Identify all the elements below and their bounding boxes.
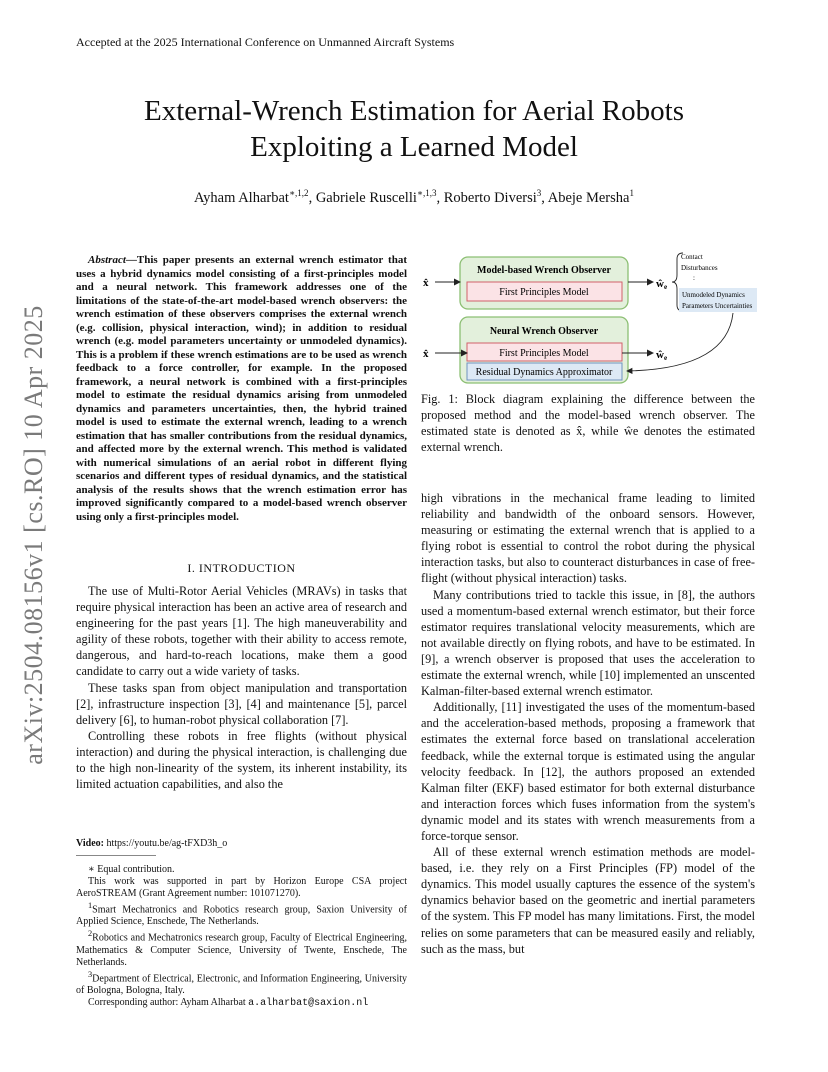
paragraph: All of these external wrench estimation methods are model-based, i.e. they rely on a First Principles (FP) model of the dynamics. This model usually captures the essence of the system's dynamics behavior based on the geometric and inertial parameters of the system. This FP model has many limitations. First, the model relies on some parameters that can be measured easily and reliably, such as the mass, but <box>421 845 755 956</box>
title-line-1: External-Wrench Estimation for Aerial Robots <box>143 95 684 127</box>
video-label: Video: <box>76 838 104 849</box>
fp-model-label-top: First Principles Model <box>499 287 589 298</box>
abstract <box>76 254 407 524</box>
paragraph: The use of Multi-Rotor Aerial Vehicles (MRAVs) in tasks that require physical interaction has been an active area of research and engineering for the past years [1]. The high maneuverability and agility of these robots, together with their ability to access remote, dangerous, and hard-to-reach locations, make them a good candidate to carry out a wide variety of tasks. <box>76 584 407 679</box>
footnote-funding: This work was supported in part by Horizon Europe CSA project AeroSTREAM (Grant Agreement number: 101071270). <box>76 876 407 899</box>
brace-label-disturbances: Disturbances <box>681 264 718 272</box>
block-diagram <box>415 247 760 387</box>
output-wrench-label-bottom: ŵe <box>656 349 668 362</box>
section-heading-introduction: I. INTRODUCTION <box>187 561 296 575</box>
model-based-observer-title: Model-based Wrench Observer <box>477 265 611 276</box>
author-affiliation: ∗,1,3 <box>416 188 437 198</box>
figure-caption: Fig. 1: Block diagram explaining the difference between the proposed method and the model-based wrench observer. The estimated state is denoted as x̂, while ŵe denotes the estimated external wrench. <box>421 392 755 454</box>
author-affiliation: 3 <box>536 188 542 198</box>
conference-header: Accepted at the 2025 International Conference on Unmanned Aircraft Systems <box>76 35 455 49</box>
fp-model-label-bottom: First Principles Model <box>499 348 589 359</box>
video-link-line <box>76 838 227 849</box>
output-wrench-label-top: ŵe <box>656 278 668 291</box>
introduction-text <box>76 583 407 792</box>
author-name: Roberto Diversi <box>443 189 537 206</box>
neural-observer-title: Neural Wrench Observer <box>489 326 599 337</box>
author-name: Abeje Mersha <box>547 189 630 206</box>
footnote-corresponding: Corresponding author: Ayham Alharbat a.alharbat@saxion.nl <box>88 996 369 1009</box>
author-name: Ayham Alharbat <box>194 189 289 206</box>
input-state-label-top: x̂ <box>423 277 429 289</box>
footnote-affiliation-3: $^3$Department of Electrical, Electronic, and Information Engineering, University of Bologna, Bologna, Italy. <box>76 969 407 996</box>
arxiv-sidebar-stamp <box>14 300 54 770</box>
input-state-label-bottom: x̂ <box>423 348 429 360</box>
paragraph: high vibrations in the mechanical frame leading to limited reliability and bandwidth of the onboard sensors. However, measuring or estimating the external wrench that is applied to a flying robot is essential to control the robot during the physical interaction tasks, but also to counteract disturbances in case of free-flight (without physical interaction) tasks. <box>421 491 755 586</box>
brace-label-dots: : <box>693 274 695 282</box>
author-list: Ayham Alharbat$^{∗,1,2}$, Gabriele Ruscelli$^{∗,1,3}$, Roberto Diversi$^3$, Abeje Mersha$^1$ <box>194 188 634 206</box>
right-column-text <box>421 490 755 957</box>
footnotes <box>76 864 407 1010</box>
abstract-label: Abstract <box>88 254 126 266</box>
paper-title <box>0 93 828 165</box>
brace-label-contact: Contact <box>681 253 703 261</box>
author-affiliation: 1 <box>629 188 634 198</box>
residual-approximator-label: Residual Dynamics Approximator <box>475 367 613 378</box>
residual-feedback-arrow <box>627 313 733 371</box>
paragraph: Controlling these robots in free flights (without physical interaction) and during the physical interaction, is challenging due to the high non-linearity of the system, its inherent instability, its limited actuation capabilities, and also the <box>76 728 407 792</box>
abstract-text: —This paper presents an external wrench estimator that uses a hybrid dynamics model consisting of a first-principles model and a neural network. This framework addresses one of the limitations of the state-of-the-art model-based wrench observers: the wrench estimation of these observers comprises the external wrench (e.g. collision, physical interaction, wind); in addition to residual wrench (e.g. model parameters uncertainty or unmodeled dynamics). This is a problem if these wrench estimations are to be used as wrench feedback to a force controller, for example. In the proposed framework, a neural network is combined with a first-principles model to estimate the residual dynamics arising from unmodeled dynamics and parameters uncertainties, then, the hybrid trained model is used to estimate the external wrench, leading to a wrench estimation that has smaller contributions from the residual dynamics, and affected more by the external wrench. This method is validated with numerical simulations of an aerial robot in different flying scenarios and different types of residual dynamics, and the statistical analysis of the results shows that the wrench estimation error has improved significantly compared to a model-based wrench observer using only a first-principles model. <box>76 254 407 523</box>
footnote-affiliation-1: $^1$Smart Mechatronics and Robotics research group, Saxion University of Applied Science, Enschede, The Netherlands. <box>76 901 407 928</box>
paragraph: Many contributions tried to tackle this issue, in [8], the authors used a momentum-based external wrench estimator, but their force estimator requires translational velocity measurements, which are not available directly on flying robots, and have to be estimated. In [9], a wrench observer is proposed that uses the acceleration to estimate the external wrench, while [10] implemented an unscented Kalman-filter-based external wrench estimator. <box>421 587 755 699</box>
title-line-2: Exploiting a Learned Model <box>250 131 578 163</box>
author-name: Gabriele Ruscelli <box>315 189 417 206</box>
paragraph: These tasks span from object manipulation and transportation [2], infrastructure inspection [3], [4] and maintenance [5], parcel delivery [6], to human-robot physical collaboration [7]. <box>76 680 407 727</box>
corresponding-email-link[interactable]: a.alharbat@saxion.nl <box>248 997 369 1009</box>
footnote-equal: ∗ Equal contribution. <box>88 864 175 875</box>
author-affiliation: ∗,1,2 <box>288 188 309 198</box>
video-url-link[interactable]: https://youtu.be/ag-tFXD3h_o <box>106 838 228 849</box>
footnote-affiliation-2: $^2$Robotics and Mechatronics research group, Faculty of Electrical Engineering, Mathematics & Computer Science, University of Twente, Enschede, The Netherlands. <box>76 929 407 968</box>
brace-label-uncertainties: Parameters Uncertainties <box>682 302 753 310</box>
paragraph: Additionally, [11] investigated the uses of the momentum-based and the acceleration-based methods, proposing a framework that estimates the external force based on translational acceleration feedback, while the external torque is estimated using the angular velocity feedback. In [12], the authors proposed an extended Kalman filter (EKF) based estimator for both external disturbance and interaction forces which fuses information from the system's dynamic model and its states with wrench measurements from a force-torque sensor. <box>421 700 755 843</box>
arxiv-id: arXiv:2504.08156v1 [cs.RO] 10 Apr 2025 <box>19 305 48 765</box>
footnote-divider <box>76 855 156 856</box>
brace-label-unmodeled: Unmodeled Dynamics <box>682 291 745 299</box>
